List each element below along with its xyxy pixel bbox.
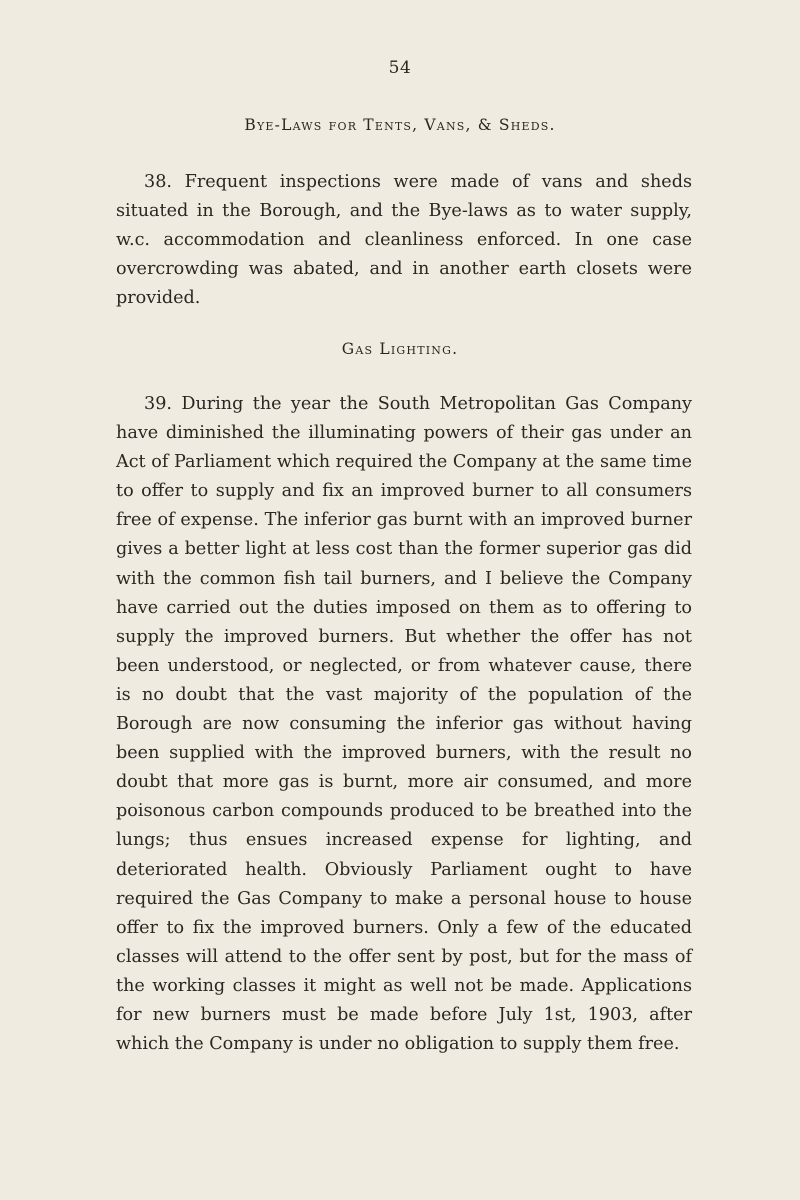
section-heading-bye-laws: Bye-Laws for Tents, Vans, & Sheds. <box>244 116 556 134</box>
paragraph-39: 39. During the year the South Metropolitan Gas Company have diminished the illuminating powers of their gas under an Act of Parliament which required the Company at the same time to offer to supply and fix an improved burner to all consumers free of expense. The inferior gas burnt with an improved burner gives a better light at less cost than the former superior gas did with the common fish tail burners, and I believe the Company have carried out the duties imposed on them as to offering to supply the improved burners. But whether the offer has not been understood, or neglected, or from whatever cause, there is no doubt that the vast majority of the population of the Borough are now consuming the inferior gas without having been supplied with the improved burners, with the result no doubt that more gas is burnt, more air consumed, and more poisonous carbon compounds produced to be breathed into the lungs; thus ensues increased expense for lighting, and deteriorated health. Obviously Parliament ought to have required the Gas Company to make a personal house to house offer to fix the improved burners. Only a few of the educated classes will attend to the offer sent by post, but for the mass of the working classes it might as well not be made. Applications for new burners must be made before July 1st, 1903, after which the Company is under no obligation to supply them free. <box>116 394 692 1055</box>
paragraph-38: 38. Frequent inspections were made of vans and sheds situated in the Borough, and the Bye-laws as to water supply, w.c. accommodation and cleanliness enforced. In one case overcrowding was abated, and in another earth closets were provided. <box>116 172 692 309</box>
page-number: 54 <box>388 58 412 78</box>
section-heading-gas-lighting: Gas Lighting. <box>341 340 459 358</box>
